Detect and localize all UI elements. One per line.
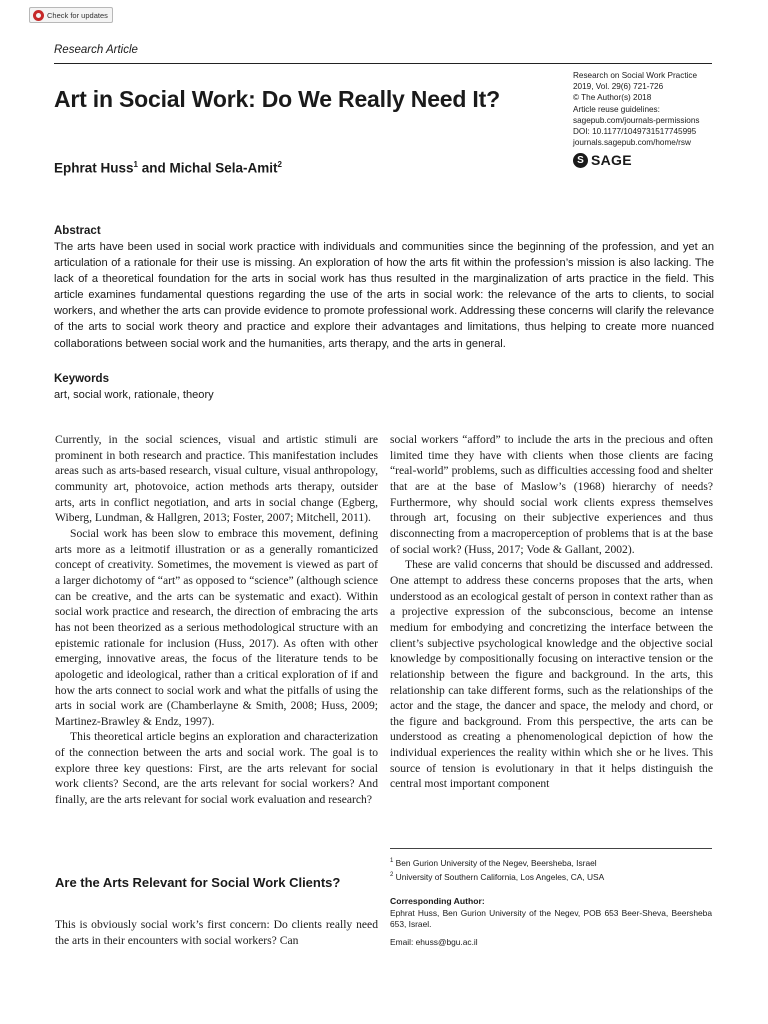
check-for-updates-badge[interactable] xyxy=(29,7,113,23)
author-affiliation-mark: 2 xyxy=(277,160,282,169)
author-affiliation-mark: 1 xyxy=(133,160,138,169)
body-paragraph: Currently, in the social sciences, visual and artistic stimuli are prominent in both research and practice. This manifestation includes areas such as arts-based research, visual culture, visual anthropology, community art, photovoice, action methods arts therapy, outsider arts, arts in conflict negotiation, and arts in social change (Egberg, Wiberg, Lundman, & Hallgren, 2013; Foster, 2007; Mitchell, 2011). xyxy=(55,433,378,525)
permissions-link[interactable]: sagepub.com/journals-permissions xyxy=(573,115,700,125)
author-connector: and xyxy=(137,160,170,176)
author-name: Ephrat Huss xyxy=(54,160,134,176)
corresponding-author-email[interactable]: Email: ehuss@bgu.ac.il xyxy=(390,937,478,947)
article-title: Art in Social Work: Do We Really Need It? xyxy=(54,86,500,112)
copyright-line: © The Author(s) 2018 xyxy=(573,93,652,103)
doi-link[interactable]: DOI: 10.1177/1049731517745995 xyxy=(573,127,697,137)
corresponding-author-heading: Corresponding Author: xyxy=(390,896,485,906)
abstract-text: The arts have been used in social work practice with individuals and communities since the beginning of the profession, and yet an articulation of a rationale for their use is missing. An exploration of how the arts fit within the profession’s mission is also lacking. The lack of a theoretical foundation for the arts in social work has thus resulted in the marginalization of arts practice in the field. This article examines fundamental questions regarding the use of the arts in social work: the relevance of the arts to clients, to social workers, and whether the arts can provide evidence to promote professional work. Addressing these concerns will clarify the relevance of the arts to social work theory and practice and explore their advantages and limitations, thus helping to create more nuanced collaborations between social work and the humanities, arts therapy, and the arts in general. xyxy=(54,241,714,350)
article-type-label: Research Article xyxy=(54,44,138,56)
keywords-heading: Keywords xyxy=(54,373,109,385)
body-paragraph: social workers “afford” to include the arts in the precious and often limited time they have with clients when those clients are facing “real-world” problems, such as difficulties accessing food and shelter that are at the base of Maslow’s (1968) hierarchy of needs? Furthermore, why should social work clients express themselves through art, focusing on their subjective experiences and thus disconnecting from a macroperception of problems that is at the base of social work? (Huss, 2017; Vode & Gallant, 2002). xyxy=(390,433,713,556)
journal-metadata xyxy=(573,70,700,148)
publisher-name: SAGE xyxy=(591,152,632,168)
check-for-updates-label: Check for updates xyxy=(47,10,108,20)
footnote-mark: 2 xyxy=(390,872,394,878)
journal-homepage-link[interactable]: journals.sagepub.com/home/rsw xyxy=(573,138,691,148)
crossmark-icon xyxy=(33,10,44,21)
body-column-right xyxy=(390,432,713,792)
body-paragraph: This is obviously social work’s first concern: Do clients really need the arts in their encounters with social workers? Can xyxy=(55,918,378,947)
footnote-affiliation xyxy=(390,856,597,869)
footnote-affiliation xyxy=(390,870,604,883)
footnote-mark: 1 xyxy=(390,858,394,864)
abstract-heading: Abstract xyxy=(54,225,101,237)
journal-issue: 2019, Vol. 29(6) 721-726 xyxy=(573,82,664,92)
header-divider xyxy=(54,63,712,64)
body-paragraph: This theoretical article begins an exploration and characterization of the connection between the arts and social work. The goal is to explore three key questions: First, are the arts relevant for social work clients? Second, are the arts relevant for social workers? And finally, are the arts relevant for social work evaluation and research? xyxy=(55,730,378,807)
affiliation-text: University of Southern California, Los Angeles, CA, USA xyxy=(395,871,605,882)
affiliation-text: Ben Gurion University of the Negev, Beersheba, Israel xyxy=(395,857,597,868)
body-column-left xyxy=(55,432,378,808)
publisher-logo xyxy=(573,152,632,168)
body-paragraph: Social work has been slow to embrace this movement, defining arts more as a leitmotif illustration or as a generally romanticized concept of creativity. Sometimes, the movement is viewed as part of a larger dichotomy of “art” as opposed to “science” (although science can be creative, and the arts can be systematic and exact). Within social work practice and research, the direction of embracing the arts has not been theorized as a serious methodological structure with an epistemic rationale for inclusion (Huss, 2017). As often with other emerging, innovative areas, the focus of the literature tends to be apologetic and ideological, rather than a critical exploration of if and how the arts connect to social work and what the pitfalls of using the arts in social work are (Chamberlayne & Smith, 2008; Huss, 2009; Martinez-Brawley & Endz, 1997). xyxy=(55,526,378,728)
author-name: Michal Sela-Amit xyxy=(169,160,278,176)
section-heading: Are the Arts Relevant for Social Work Clients? xyxy=(55,875,341,890)
body-paragraph: These are valid concerns that should be discussed and addressed. One attempt to address these concerns proposes that the arts, when understood as an ecological gestalt of person in context rather than as a projective expression of the subconscious, become an intense medium for embodying and concretizing the interface between the client’s subjective psychological knowledge and the objective social knowledge by compositionally focusing on interactive tension or the relationship between the figure and background. In the arts, this relationship can take different forms, such as the relationships of the actor and the stage, the dancer and space, the melody and chord, or the figure and background. From this perspective, the arts can be understood as creating a phenomenological depiction of how the individual experiences the reality within which she or he lives. This source of tension is evolutionary in that it helps distinguish the central most important component xyxy=(390,558,713,791)
keywords-list: art, social work, rationale, theory xyxy=(54,389,214,401)
reuse-guidelines-label: Article reuse guidelines: xyxy=(573,104,660,114)
corresponding-author-address: Ephrat Huss, Ben Gurion University of the Negev, POB 653 Beer-Sheva, Beersheba 653, Israel. xyxy=(390,908,712,930)
journal-name: Research on Social Work Practice xyxy=(573,71,698,80)
footnote-divider xyxy=(390,848,712,849)
body-column-left-continued xyxy=(55,917,378,948)
author-list xyxy=(54,160,282,176)
sage-logo-icon: S xyxy=(573,153,588,168)
